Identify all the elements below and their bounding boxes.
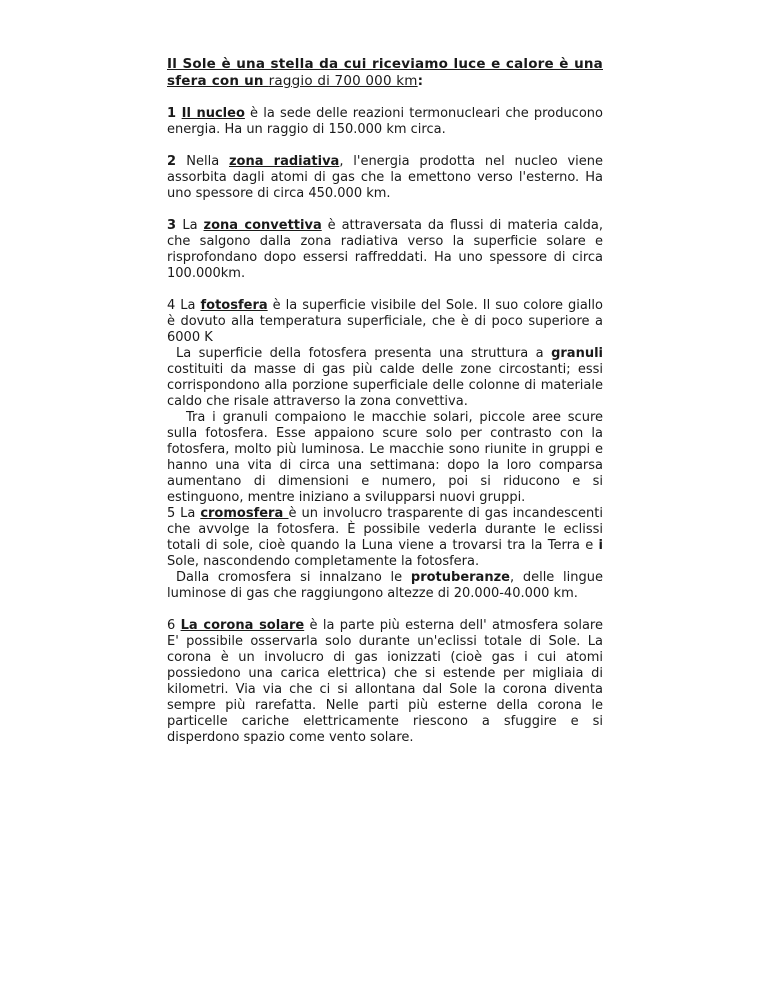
paragraph-p5-cromosfera xyxy=(167,506,603,570)
text-run: La corona solare xyxy=(180,618,305,633)
text-run: , delle lingue luminose di gas che raggiungono altezze di 20.000-40.000 km. xyxy=(167,570,603,601)
text-run: Tra i granuli compaiono le macchie solari, piccole aree scure sulla fotosfera. Esse appaiono scure solo per contrasto con la fotosfera, molto più luminosa. Le macchie sono riunite in gruppi e hanno una vita di circa una settimana: dopo la loro comparsa aumentano di dimensioni e numero, poi si riducono e si estinguono, mentre iniziano a svilupparsi nuovi gruppi. xyxy=(167,410,603,505)
text-run: 2 xyxy=(167,154,187,169)
paragraph-p2-zona-radiativa xyxy=(167,154,603,202)
text-run: 3 xyxy=(167,218,183,233)
text-run: Il nucleo xyxy=(181,106,245,121)
paragraph-p1-nucleo xyxy=(167,106,603,138)
text-run: 4 La xyxy=(167,298,201,313)
text-run: è un involucro trasparente di gas incandescenti che avvolge la fotosfera. È possibile vederla durante le eclissi totali di sole, cioè quando la Luna viene a trovarsi tra la Terra e xyxy=(167,506,603,553)
paragraph-p4-macchie-solari xyxy=(167,410,603,506)
text-run: 6 xyxy=(167,618,181,633)
text-run: cromosfera xyxy=(200,506,289,521)
text-block xyxy=(167,56,603,746)
text-run: è la superficie visibile del Sole. Il suo colore giallo è dovuto alla temperatura superficiale, che è di poco superiore a 6000 K xyxy=(167,298,603,345)
text-run: 1 xyxy=(167,106,182,121)
text-run: raggio di 700 000 km xyxy=(268,73,418,89)
paragraph-p5-protuberanze xyxy=(167,570,603,602)
text-run: 5 La xyxy=(167,506,201,521)
text-run: , l'energia prodotta nel nucleo viene assorbita dagli atomi di gas che la emettono verso l'esterno. Ha uno spessore di circa 450.000 km. xyxy=(167,154,604,201)
text-run: protuberanze xyxy=(410,570,510,585)
paragraph-p4-granuli xyxy=(167,346,603,410)
paragraph-p6-corona-solare xyxy=(167,618,603,746)
text-run: zona convettiva xyxy=(203,218,322,233)
text-run: zona radiativa xyxy=(228,154,340,169)
paragraph-p3-zona-convettiva xyxy=(167,218,603,282)
text-run: è la sede delle reazioni termonucleari che producono energia. Ha un raggio di 150.000 km circa. xyxy=(167,106,603,137)
text-run: granuli xyxy=(551,346,603,361)
paragraph-title xyxy=(167,56,603,90)
text-run: Dalla cromosfera si innalzano le xyxy=(176,570,411,585)
text-run: La xyxy=(182,218,204,233)
text-run: costituiti da masse di gas più calde delle zone circostanti; essi corrispondono alla porzione superficiale delle colonne di materiale caldo che risale attraverso la zona convettiva. xyxy=(167,362,603,409)
text-run: fotosfera xyxy=(200,298,268,313)
paragraph-p4-fotosfera xyxy=(167,298,603,346)
text-run: La superficie della fotosfera presenta una struttura a xyxy=(176,346,552,361)
text-run: è attraversata da flussi di materia calda, che salgono dalla zona radiativa verso la superficie solare e risprofondano dopo essersi raffreddati. Ha uno spessore di circa 100.000km. xyxy=(167,218,603,281)
text-run: Sole, nascondendo completamente la fotosfera. xyxy=(167,554,480,569)
text-run: Il Sole è una stella da cui riceviamo luce e calore è una sfera con un xyxy=(167,56,603,89)
text-run: Nella xyxy=(186,154,229,169)
text-run: i xyxy=(598,538,603,553)
text-run: è la parte più esterna dell' atmosfera solare E' possibile osservarla solo durante un'eclissi totale di Sole. La corona è un involucro di gas ionizzati (cioè gas i cui atomi possiedono una carica elettrica) che si estende per migliaia di kilometri. Via via che ci si allontana dal Sole la corona diventa sempre più rarefatta. Nelle parti più esterne della corona le particelle cariche elettricamente riescono a sfuggire e si disperdono spazio come vento solare. xyxy=(167,618,603,745)
text-run: : xyxy=(417,73,424,89)
